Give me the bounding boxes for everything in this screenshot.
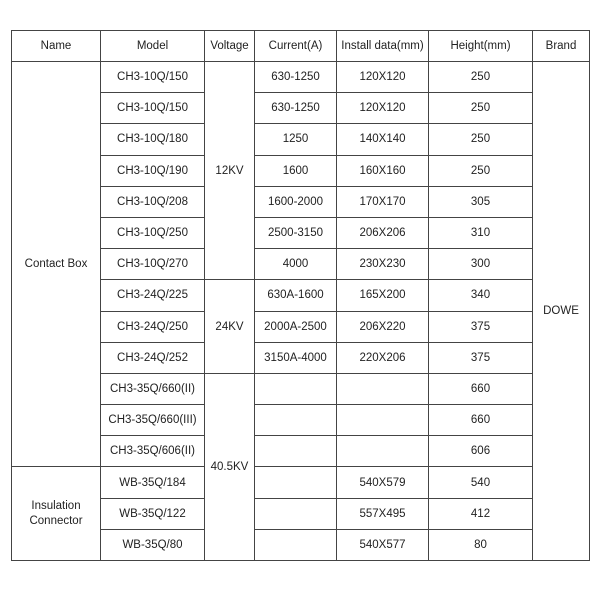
cell-current xyxy=(255,436,337,467)
cell-current xyxy=(255,373,337,404)
cell-height: 540 xyxy=(429,467,533,498)
cell-height: 305 xyxy=(429,186,533,217)
cell-height: 310 xyxy=(429,217,533,248)
cell-current: 4000 xyxy=(255,249,337,280)
cell-height: 300 xyxy=(429,249,533,280)
cell-model: CH3-10Q/150 xyxy=(101,93,205,124)
cell-height: 375 xyxy=(429,342,533,373)
cell-install xyxy=(337,436,429,467)
cell-install xyxy=(337,405,429,436)
cell-install: 206X220 xyxy=(337,311,429,342)
cell-model: CH3-24Q/225 xyxy=(101,280,205,311)
cell-current: 1600-2000 xyxy=(255,186,337,217)
header-name: Name xyxy=(12,31,101,62)
cell-model: CH3-10Q/270 xyxy=(101,249,205,280)
voltage-40kv: 40.5KV xyxy=(205,373,255,560)
cell-install xyxy=(337,373,429,404)
header-model: Model xyxy=(101,31,205,62)
cell-current: 2500-3150 xyxy=(255,217,337,248)
cell-height: 412 xyxy=(429,498,533,529)
cell-height: 606 xyxy=(429,436,533,467)
cell-height: 250 xyxy=(429,93,533,124)
cell-install: 230X230 xyxy=(337,249,429,280)
cell-current: 1600 xyxy=(255,155,337,186)
cell-height: 660 xyxy=(429,405,533,436)
cell-height: 340 xyxy=(429,280,533,311)
group-insulation-connector: Insulation Connector xyxy=(12,467,101,561)
cell-model: CH3-24Q/250 xyxy=(101,311,205,342)
spec-table xyxy=(11,30,590,561)
cell-current xyxy=(255,529,337,560)
cell-model: CH3-10Q/250 xyxy=(101,217,205,248)
cell-model: WB-35Q/122 xyxy=(101,498,205,529)
header-voltage: Voltage xyxy=(205,31,255,62)
cell-install: 206X206 xyxy=(337,217,429,248)
cell-model: CH3-35Q/660(III) xyxy=(101,405,205,436)
cell-model: WB-35Q/80 xyxy=(101,529,205,560)
cell-model: CH3-10Q/150 xyxy=(101,62,205,93)
cell-current xyxy=(255,498,337,529)
header-row xyxy=(12,31,590,62)
cell-model: CH3-24Q/252 xyxy=(101,342,205,373)
cell-model: CH3-10Q/190 xyxy=(101,155,205,186)
cell-height: 250 xyxy=(429,62,533,93)
table-row xyxy=(12,467,590,498)
cell-height: 660 xyxy=(429,373,533,404)
cell-install: 165X200 xyxy=(337,280,429,311)
cell-height: 250 xyxy=(429,124,533,155)
cell-install: 220X206 xyxy=(337,342,429,373)
cell-install: 120X120 xyxy=(337,93,429,124)
cell-model: CH3-10Q/180 xyxy=(101,124,205,155)
group-contact-box: Contact Box xyxy=(12,62,101,467)
cell-install: 140X140 xyxy=(337,124,429,155)
cell-height: 80 xyxy=(429,529,533,560)
cell-install: 120X120 xyxy=(337,62,429,93)
cell-current: 630-1250 xyxy=(255,93,337,124)
header-install: Install data(mm) xyxy=(337,31,429,62)
header-height: Height(mm) xyxy=(429,31,533,62)
cell-model: CH3-10Q/208 xyxy=(101,186,205,217)
header-current: Current(A) xyxy=(255,31,337,62)
cell-model: CH3-35Q/606(II) xyxy=(101,436,205,467)
cell-install: 540X577 xyxy=(337,529,429,560)
cell-install: 160X160 xyxy=(337,155,429,186)
cell-install: 557X495 xyxy=(337,498,429,529)
voltage-12kv: 12KV xyxy=(205,62,255,280)
cell-current: 2000A-2500 xyxy=(255,311,337,342)
brand-cell: DOWE xyxy=(533,62,590,561)
cell-current: 630A-1600 xyxy=(255,280,337,311)
table-row xyxy=(12,62,590,93)
cell-height: 250 xyxy=(429,155,533,186)
voltage-24kv: 24KV xyxy=(205,280,255,374)
cell-install: 540X579 xyxy=(337,467,429,498)
cell-model: WB-35Q/184 xyxy=(101,467,205,498)
cell-current: 1250 xyxy=(255,124,337,155)
header-brand: Brand xyxy=(533,31,590,62)
cell-height: 375 xyxy=(429,311,533,342)
cell-current: 3150A-4000 xyxy=(255,342,337,373)
cell-current xyxy=(255,405,337,436)
cell-current: 630-1250 xyxy=(255,62,337,93)
cell-install: 170X170 xyxy=(337,186,429,217)
cell-model: CH3-35Q/660(II) xyxy=(101,373,205,404)
cell-current xyxy=(255,467,337,498)
